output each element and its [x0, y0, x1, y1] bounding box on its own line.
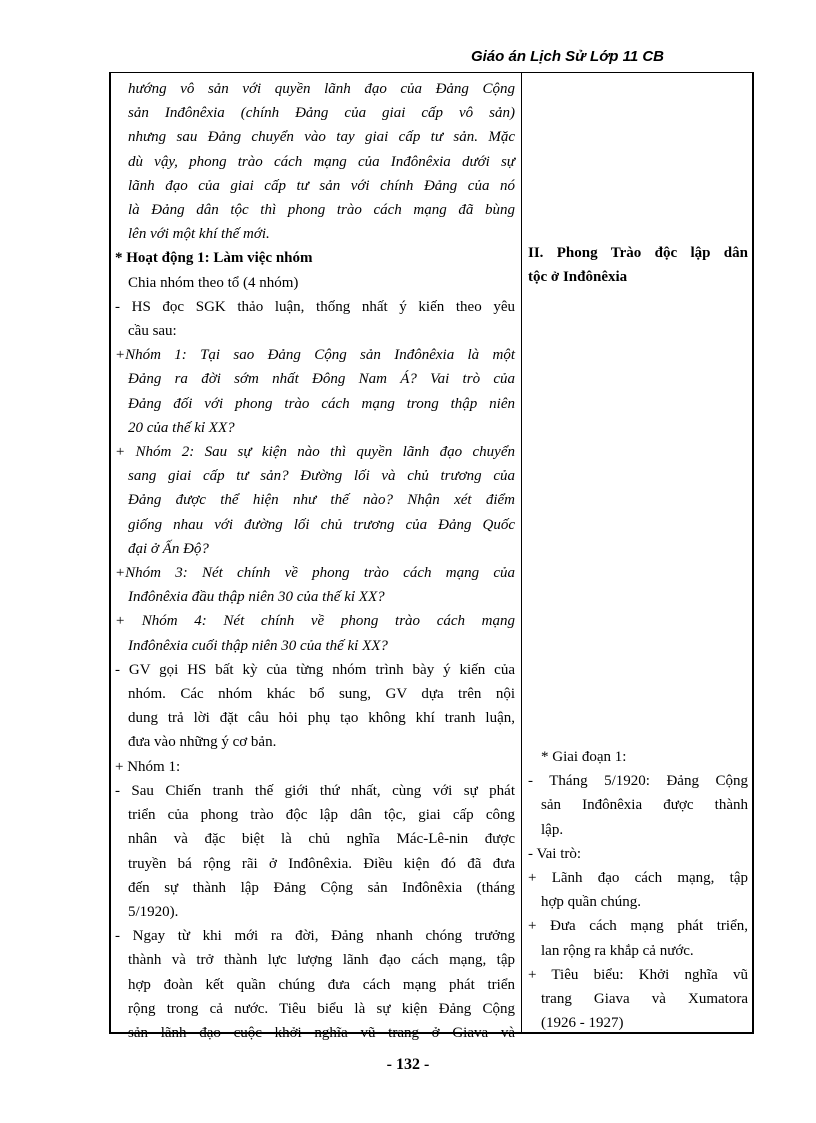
instruction-paragraph: [115, 295, 515, 343]
page-number: - 132 -: [386, 1056, 430, 1073]
text-line: giống nhau với đường lối chủ trương của Đảng Quốc: [128, 516, 515, 533]
activity-title: * Hoạt động 1: Làm việc nhóm: [115, 250, 313, 267]
text-line: + Nhóm 4: Nét chính về phong trào cách mạng: [115, 613, 515, 630]
group3-question: [115, 561, 515, 609]
text-line: nhân và đặc biệt là chủ nghĩa Mác-Lê-nin được: [128, 831, 515, 848]
text-line: đến sự thành lập Đảng Cộng sản Inđônêxia (tháng: [128, 879, 515, 896]
text-line: 20 của thế kỉ XX?: [128, 419, 235, 436]
grouping-note: Chia nhóm theo tổ (4 nhóm): [128, 274, 299, 291]
text-line: đưa vào những ý cơ bản.: [128, 734, 277, 751]
text-line: 5/1920).: [128, 903, 179, 920]
text-line: nhóm. Các nhóm khác bổ sung, GV dựa trên nội: [128, 686, 515, 703]
text-line: +Nhóm 3: Nét chính về phong trào cách mạng của: [115, 565, 515, 582]
text-line: lan rộng ra khắp cả nước.: [541, 942, 694, 959]
text-line: Inđônêxia đầu thập niên 30 của thế kỉ XX?: [128, 589, 385, 606]
teacher-instruction: [115, 658, 515, 755]
text-line: hướng vô sản với quyền lãnh đạo của Đảng Cộng: [128, 81, 515, 97]
text-line: Đảng ra đời sớm nhất Đông Nam Á? Vai trò của: [128, 371, 515, 388]
text-line: +Nhóm 1: Tại sao Đảng Cộng sản Inđônêxia là một: [115, 347, 515, 364]
outline-item-expansion: [528, 914, 748, 962]
page-header-title: Giáo án Lịch Sử Lớp 11 CB: [470, 48, 664, 65]
text-line: Inđônêxia cuối thập niên 30 của thế kỉ XX?: [128, 637, 388, 654]
text-line: hợp quần chúng.: [541, 894, 641, 911]
text-line: Đảng đối với phong trào cách mạng trong thập niên: [128, 395, 515, 412]
text-line: dung trả lời đặt câu hỏi phụ tạo không khí tranh luận,: [128, 710, 515, 727]
intro-paragraph: [115, 77, 515, 246]
text-line: sang giai cấp tư sản? Đường lối và chủ trương của: [128, 468, 515, 485]
text-line: là Đảng dân tộc thì phong trào cách mạng đã bùng: [128, 202, 515, 219]
text-line: - Ngay từ khi mới ra đời, Đảng nhanh chóng trưởng: [115, 928, 515, 945]
activities-column: [115, 77, 515, 1045]
text-line: + Đưa cách mạng phát triển,: [528, 918, 748, 935]
text-line: dù vậy, phong trào cách mạng của Inđônêxia dưới sự: [128, 153, 515, 170]
text-line: truyền bá rộng rãi ở Inđônêxia. Điều kiện đó đã đưa: [128, 855, 515, 872]
text-line: II. Phong Trào độc lập dân: [528, 245, 748, 261]
section-title: [528, 241, 748, 289]
text-line: lãnh đạo của giai cấp tư sản với chính Đảng của nó: [128, 177, 515, 194]
text-line: lập.: [541, 821, 564, 838]
group1-question: [115, 343, 515, 440]
text-line: sản Inđônêxia (chính Đảng của giai cấp vô sản): [128, 105, 515, 122]
stage-label: * Giai đoạn 1:: [541, 749, 627, 765]
text-line: lên với một khí thế mới.: [128, 226, 270, 243]
column-divider: [521, 73, 522, 1032]
text-line: - Tháng 5/1920: Đảng Cộng: [528, 773, 748, 790]
answer1-paragraph-2: [115, 924, 515, 1045]
text-line: sản lãnh đạo cuộc khởi nghĩa vũ trang ở Giava và: [128, 1024, 515, 1041]
text-line: triển của phong trào độc lập dân tộc, giai cấp công: [128, 807, 515, 824]
outline-item-leadership: [528, 866, 748, 914]
text-line: - HS đọc SGK thảo luận, thống nhất ý kiến theo yêu: [115, 298, 515, 315]
text-line: cầu sau:: [128, 323, 177, 340]
group4-question: [115, 609, 515, 657]
outline-item-uprising: [528, 963, 748, 1036]
outline-item-founding: [528, 769, 748, 842]
text-line: - Sau Chiến tranh thế giới thứ nhất, cùng với sự phát: [115, 782, 515, 799]
group2-question: [115, 440, 515, 561]
text-line: tộc ở Inđônêxia: [528, 269, 628, 286]
text-line: + Tiêu biểu: Khởi nghĩa vũ: [528, 966, 748, 983]
text-line: rộng trong cả nước. Tiêu biểu là sự kiện Đảng Cộng: [128, 1000, 515, 1017]
text-line: - GV gọi HS bất kỳ của từng nhóm trình bày ý kiến của: [115, 661, 515, 678]
text-line: nhưng sau Đảng chuyển vào tay giai cấp tư sản. Mặc: [128, 129, 515, 146]
text-line: hợp đoàn kết quần chúng đưa cách mạng phát triển: [128, 976, 515, 993]
text-line: (1926 - 1927): [541, 1015, 624, 1032]
text-line: sản Inđônêxia được thành: [541, 797, 748, 814]
answer1-label: + Nhóm 1:: [115, 758, 181, 775]
text-line: trang Giava và Xumatora: [541, 991, 748, 1008]
text-line: Đảng được thể hiện như thế nào? Nhận xét điểm: [128, 492, 515, 509]
role-label: - Vai trò:: [528, 845, 582, 862]
lesson-table: [109, 72, 754, 1041]
text-line: + Lãnh đạo cách mạng, tập: [528, 870, 748, 887]
answer1-paragraph-1: [115, 779, 515, 924]
content-outline: [528, 745, 748, 1035]
text-line: + Nhóm 2: Sau sự kiện nào thì quyền lãnh đạo chuyển: [115, 444, 515, 461]
text-line: thành và trở thành lực lượng lãnh đạo cách mạng, tập: [128, 952, 515, 969]
text-line: đại ở Ấn Độ?: [128, 540, 209, 557]
